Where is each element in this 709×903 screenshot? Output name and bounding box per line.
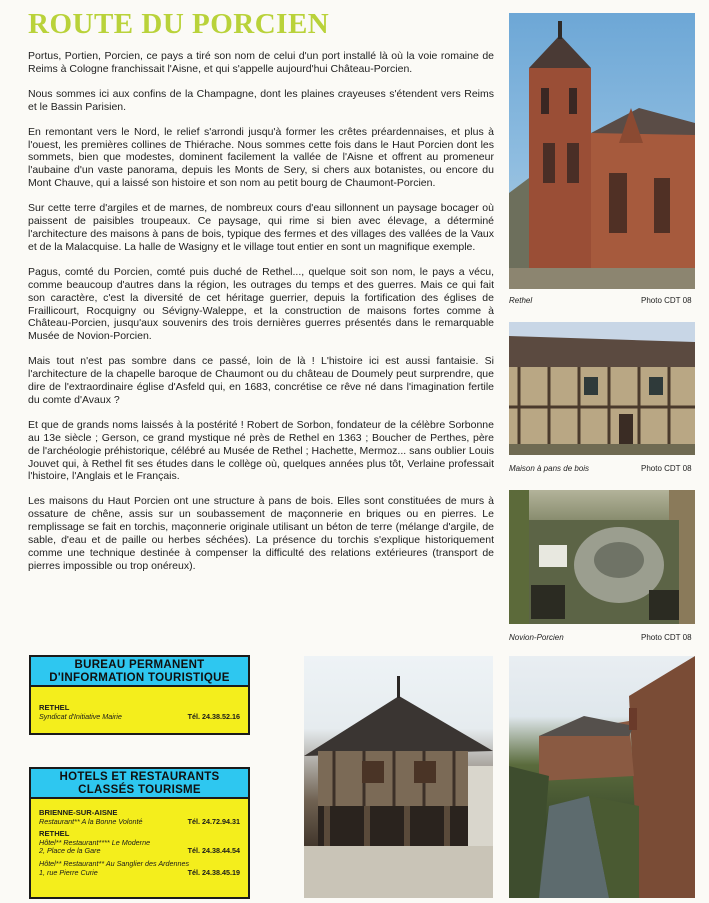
bureau-name: Syndicat d'Initiative Mairie [39, 711, 122, 721]
hotels-heading-line2: CLASSÉS TOURISME [78, 784, 201, 796]
page-title: ROUTE DU PORCIEN [28, 8, 330, 40]
hotel-phone: Tél. 24.72.94.31 [187, 816, 240, 826]
bureau-info [29, 687, 250, 735]
photo-caption: Rethel [509, 296, 533, 305]
hotel-entry [39, 860, 240, 877]
photo-credit: Photo CDT 08 [641, 633, 692, 642]
paragraph: Mais tout n'est pas sombre dans ce passé, loin de là ! L'histoire ici est aussi fantaisie. Si l'architecture de la chapelle baroque de Chaumont ou du château de Doumely peut surprendre, que dire de l'extraordinaire église d'Asfeld qui, en 1683, concrétise ce rêve né dans l'imagination fertile du comte d'Avaux ? [28, 355, 494, 406]
hotel-city: RETHEL [39, 829, 70, 839]
hotels-heading-line1: HOTELS ET RESTAURANTS [59, 771, 220, 783]
bureau-phone: Tél. 24.38.52.16 [187, 711, 240, 721]
photo-caption: Maison à pans de bois [509, 464, 590, 473]
timbered-house-photo [509, 322, 695, 455]
hotel-city: BRIENNE-SUR-AISNE [39, 808, 118, 817]
hotel-address: 1, rue Pierre Curie [39, 867, 98, 877]
hotel-phone: Tél. 24.38.45.19 [187, 867, 240, 877]
bureau-city: RETHEL [39, 703, 70, 712]
hotel-name: Hôtel** Restaurant** Au Sanglier des Ardennes [39, 858, 190, 868]
photo-credit: Photo CDT 08 [641, 296, 692, 305]
rethel-church-photo [509, 13, 695, 289]
paragraph: Pagus, comté du Porcien, comté puis duché de Rethel..., quelque soit son nom, le pays a vécu, comme beaucoup d'autres dans la région, les outrages du temps et des guerres. Mais ce qui fait son caractère, c'est la diversité de cet héritage guerrier, depuis la fortification des églises de Fraillicourt, Rocquigny ou Sévigny-Waleppe, et la construction de maisons fortes comme à Château-Porcien, jusqu'aux souvenirs des trois dernières guerres présentés dans le remarquable Musée de Novion-Porcien. [28, 265, 494, 343]
hotel-name: Hôtel** Restaurant**** Le Moderne [39, 837, 151, 847]
hotel-entry [39, 809, 240, 826]
paragraph: Sur cette terre d'argiles et de marnes, de nombreux cours d'eau sillonnent un paysage bocager où paissent de paisibles troupeaux. Ce paysage, qui rime si bien avec élevage, a déterminé l'architecture des maisons à pans de bois, typique des fermes et des villages des vallées de la Vaux et de la Malacquise. La halle de Wasigny et le village tout entier en sont un magnifique exemple. [28, 202, 494, 253]
bureau-heading-line1: BUREAU PERMANENT [74, 659, 205, 671]
paragraph: Nous sommes ici aux confins de la Champagne, dont les plaines crayeuses s'étendent vers Reims et le Bassin Parisien. [28, 87, 494, 113]
paragraph: Portus, Portien, Porcien, ce pays a tiré son nom de celui d'un port installé là où la voie romaine de Reims à Cologne franchissait l'Aisne, et qui s'appelle aujourd'hui Château-Porcien. [28, 50, 494, 75]
museum-vehicle-photo [509, 490, 695, 624]
hotel-name: Restaurant** A la Bonne Volonté [39, 816, 143, 826]
hotel-entry [39, 830, 240, 856]
hotels-list [29, 799, 250, 899]
paragraph: En remontant vers le Nord, le relief s'arrondi jusqu'à former les crêtes préardennaises, et plus à l'ouest, les premières collines de Thiérache. Nous sommes cette fois dans le Haut Porcien dont les sommets, bien que modestes, dominent facilement la vallée de l'Aisne et offrent au promeneur l'aubaine d'un vaste panorama, depuis les Monts de Sery, si chers aux botanistes, ou encore du Mont Chauve, qui a laissé son histoire et son nom au petit bourg de Chaumont-Porcien. [28, 125, 494, 190]
hotel-phone: Tél. 24.38.44.54 [187, 846, 240, 856]
river-village-photo [509, 656, 695, 898]
photo-caption: Novion-Porcien [509, 633, 564, 642]
bureau-heading [29, 655, 250, 687]
market-hall-photo [304, 656, 493, 898]
article-body [28, 50, 494, 585]
paragraph: Et que de grands noms laissés à la postérité ! Robert de Sorbon, fondateur de la célèbre Sorbonne au 13e siècle ; Gerson, ce grand mystique né près de Rethel en 1363 ; Boucher de Perthes, père de l'archéologie préhistorique, célébré au Musée de Rethel ; Hachette, Mermoz... sans oublier Louis Jouvet qui, à Rethel fit ses études dans le collège où, quelques années plus tôt, Verlaine professait l'histoire, l'Anglais et le Français. [28, 418, 494, 483]
hotel-address: 2, Place de la Gare [39, 846, 101, 856]
paragraph: Les maisons du Haut Porcien ont une structure à pans de bois. Elles sont constituées de murs à ossature de chêne, assis sur un soubassement de maçonnerie en briques ou en pierres. Le remplissage se fait en torchis, maçonnerie originale utilisant un béton de terre (mélange d'argile, de sable, d'eau et de paille ou herbes séchées). La présence du torchis s'explique historiquement comme une technique destinée à compenser la difficulté des relations extérieures (transport de pierres impossible ou trop onéreux). [28, 495, 494, 572]
bureau-heading-line2: D'INFORMATION TOURISTIQUE [49, 672, 230, 684]
photo-credit: Photo CDT 08 [641, 464, 692, 473]
hotels-heading [29, 767, 250, 799]
